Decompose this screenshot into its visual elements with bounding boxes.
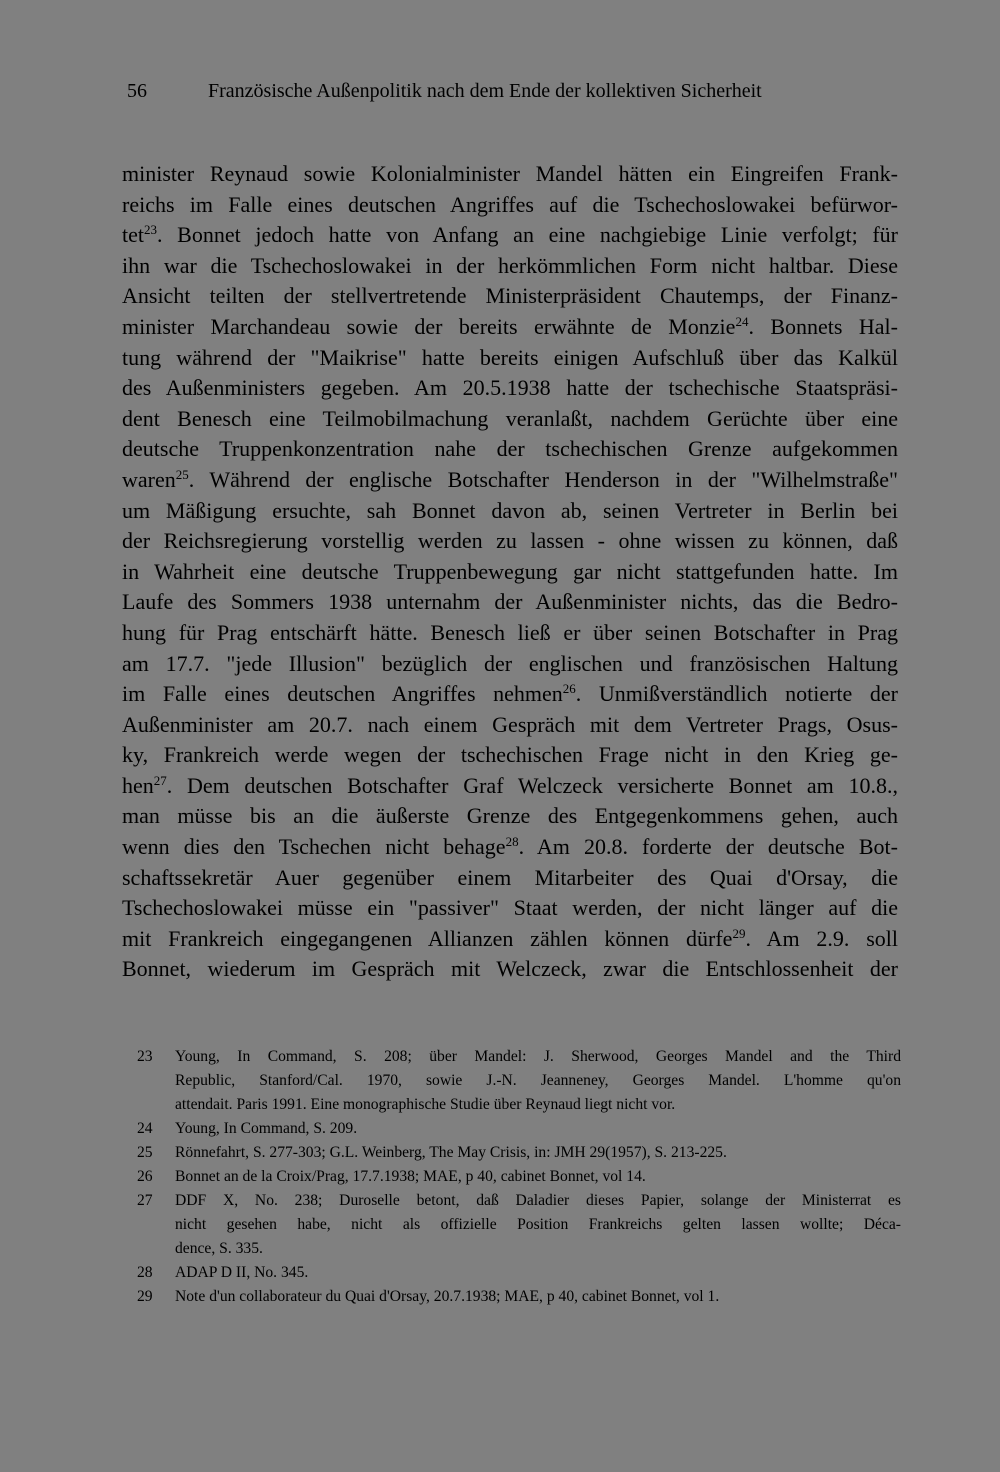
- body-line-text: schaftssekretär Auer gegenüber einem Mitarbeiter des Quai d'Orsay, die: [122, 864, 898, 890]
- body-line-text: im Falle eines deutschen Angriffes nehmen: [122, 681, 563, 707]
- footnote-text: [175, 1141, 901, 1165]
- footnote-item: [137, 1189, 901, 1261]
- body-line-text: Laufe des Sommers 1938 unternahm der Außenminister nichts, das die Bedro-: [122, 589, 898, 615]
- footnote-number: 25: [137, 1144, 153, 1161]
- footnote-number: 29: [137, 1288, 153, 1305]
- footnote-reference: 23: [144, 222, 157, 238]
- running-title: Französische Außenpolitik nach dem Ende der kollektiven Sicherheit: [208, 80, 762, 102]
- body-line: [122, 434, 898, 465]
- footnote-reference: 25: [175, 466, 189, 482]
- body-line: [122, 740, 898, 771]
- footnote-line: Rönnefahrt, S. 277-303; G.L. Weinberg, The May Crisis, in: JMH 29(1957), S. 213-225.: [175, 1144, 727, 1161]
- body-line: [122, 343, 898, 374]
- body-line-text: dent Benesch eine Teilmobilmachung veranlaßt, nachdem Gerüchte über eine: [122, 405, 898, 431]
- body-line: [122, 832, 898, 863]
- footnote-line: Republic, Stanford/Cal. 1970, sowie J.-N. Jeanneney, Georges Mandel. L'homme qu'on: [175, 1072, 901, 1089]
- footnote-reference: 27: [153, 772, 167, 788]
- body-line: [122, 159, 898, 190]
- footnote-item: [137, 1141, 901, 1165]
- body-line-text: hen: [122, 772, 154, 798]
- body-line: [122, 496, 898, 527]
- body-line-text: minister Reynaud sowie Kolonialminister Mandel hätten ein Eingreifen Frank-: [122, 161, 898, 186]
- footnote-number: 23: [137, 1048, 153, 1065]
- footnote-line: Young, In Command, S. 209.: [175, 1120, 358, 1137]
- footnote-number: 26: [137, 1168, 153, 1185]
- body-line-text: ky, Frankreich werde wegen der tschechischen Frage nicht in den Krieg ge-: [122, 742, 898, 768]
- footnote-item: [137, 1165, 901, 1189]
- body-line: [122, 404, 898, 435]
- body-line: [122, 312, 898, 343]
- footnotes-section: [137, 1045, 901, 1309]
- footnote-number: 24: [137, 1120, 153, 1137]
- body-line-text: Tschechoslowakei müsse ein "passiver" Staat werden, der nicht länger auf die: [122, 895, 898, 921]
- footnote-item: [137, 1261, 901, 1285]
- body-line-text: minister Marchandeau sowie der bereits erwähnte de Monzie: [122, 313, 736, 339]
- body-line-text: am 17.7. "jede Illusion" bezüglich der englischen und französischen Haltung: [122, 650, 898, 676]
- footnote-line: DDF X, No. 238; Duroselle betont, daß Daladier dieses Papier, solange der Ministerrat es: [175, 1192, 901, 1209]
- footnote-line: ADAP D II, No. 345.: [175, 1264, 309, 1281]
- body-line-text: der Reichsregierung vorstellig werden zu lassen - ohne wissen zu können, daß: [122, 528, 898, 554]
- footnote-line: dence, S. 335.: [175, 1240, 263, 1257]
- body-line-text: tet: [122, 222, 144, 248]
- page-number: 56: [127, 80, 147, 102]
- footnote-number: 28: [137, 1264, 153, 1281]
- body-line-text: Ansicht teilten der stellvertretende Ministerpräsident Chautemps, der Finanz-: [122, 283, 898, 309]
- body-line-text: deutsche Truppenkonzentration nahe der tschechischen Grenze aufgekommen: [122, 436, 898, 462]
- body-line: [122, 618, 898, 649]
- footnote-item: [137, 1285, 901, 1309]
- footnote-line: Young, In Command, S. 208; über Mandel: J. Sherwood, Georges Mandel and the Third: [175, 1048, 901, 1065]
- footnote-reference: 26: [562, 681, 576, 697]
- body-line: [122, 954, 898, 985]
- footnote-text: [175, 1261, 901, 1285]
- body-line: [122, 557, 898, 588]
- body-line-text: . Unmißverständlich notierte der: [575, 681, 898, 707]
- body-line-text: reichs im Falle eines deutschen Angriffes auf die Tschechoslowakei befürwor-: [122, 191, 898, 217]
- body-line: [122, 924, 898, 955]
- body-line-text: . Dem deutschen Botschafter Graf Welczeck versicherte Bonnet am 10.8.,: [166, 772, 898, 798]
- body-line-text: des Außenministers gegeben. Am 20.5.1938 hatte der tschechische Staatspräsi-: [122, 375, 898, 401]
- body-line: [122, 587, 898, 618]
- footnote-text: [175, 1117, 901, 1141]
- body-line: [122, 863, 898, 894]
- body-line-text: ihn war die Tschechoslowakei in der herkömmlichen Form nicht haltbar. Diese: [122, 252, 898, 278]
- footnote-number: 27: [137, 1192, 153, 1209]
- body-line-text: Außenminister am 20.7. nach einem Gespräch mit dem Vertreter Prags, Osus-: [122, 711, 898, 737]
- footnote-line: Bonnet an de la Croix/Prag, 17.7.1938; MAE, p 40, cabinet Bonnet, vol 14.: [175, 1168, 646, 1185]
- footnote-reference: 29: [732, 925, 746, 941]
- body-line: [122, 190, 898, 221]
- footnote-text: [175, 1189, 901, 1261]
- footnote-text: [175, 1045, 901, 1117]
- body-line-text: . Während der englische Botschafter Henderson in der "Wilhelmstraße": [188, 466, 898, 492]
- body-line: [122, 220, 898, 251]
- main-body-text: [122, 159, 898, 985]
- body-line-text: in Wahrheit eine deutsche Truppenbewegung gar nicht stattgefunden hatte. Im: [122, 558, 898, 584]
- body-line-text: waren: [122, 466, 176, 492]
- footnote-reference: 28: [505, 834, 519, 850]
- body-line: [122, 771, 898, 802]
- body-line-text: . Am 20.8. forderte der deutsche Bot-: [518, 834, 898, 860]
- body-line: [122, 679, 898, 710]
- body-line-text: Bonnet, wiederum im Gespräch mit Welczeck, zwar die Entschlossenheit der: [122, 956, 898, 982]
- body-line-text: . Bonnets Hal-: [748, 313, 898, 339]
- footnote-item: [137, 1045, 901, 1117]
- footnote-line: attendait. Paris 1991. Eine monographische Studie über Reynaud liegt nicht vor.: [175, 1096, 676, 1113]
- body-line-text: tung während der "Maikrise" hatte bereits einigen Aufschluß über das Kalkül: [122, 344, 898, 370]
- body-line-text: hung für Prag entschärft hätte. Benesch ließ er über seinen Botschafter in Prag: [122, 619, 898, 645]
- body-line: [122, 465, 898, 496]
- body-line: [122, 373, 898, 404]
- footnote-item: [137, 1117, 901, 1141]
- footnote-line: Note d'un collaborateur du Quai d'Orsay, 20.7.1938; MAE, p 40, cabinet Bonnet, vol 1.: [175, 1288, 720, 1305]
- body-line-text: mit Frankreich eingegangenen Allianzen zählen können dürfe: [122, 925, 733, 951]
- body-line: [122, 281, 898, 312]
- body-line-text: man müsse bis an die äußerste Grenze des Entgegenkommens gehen, auch: [122, 803, 898, 829]
- body-line: [122, 526, 898, 557]
- body-line: [122, 801, 898, 832]
- footnote-text: [175, 1165, 901, 1189]
- body-line: [122, 251, 898, 282]
- body-line-text: . Bonnet jedoch hatte von Anfang an eine nachgiebige Linie verfolgt; für: [157, 222, 898, 248]
- body-line-text: . Am 2.9. soll: [745, 925, 898, 951]
- body-line-text: wenn dies den Tschechen nicht behage: [122, 834, 506, 860]
- body-line: [122, 893, 898, 924]
- body-line: [122, 649, 898, 680]
- running-header: [127, 78, 907, 104]
- footnote-line: nicht gesehen habe, nicht als offizielle Position Frankreichs gelten lassen wollte; Déca-: [175, 1216, 901, 1233]
- body-line: [122, 710, 898, 741]
- footnote-reference: 24: [735, 313, 749, 329]
- footnote-text: [175, 1285, 901, 1309]
- body-line-text: um Mäßigung ersuchte, sah Bonnet davon ab, seinen Vertreter in Berlin bei: [122, 497, 898, 523]
